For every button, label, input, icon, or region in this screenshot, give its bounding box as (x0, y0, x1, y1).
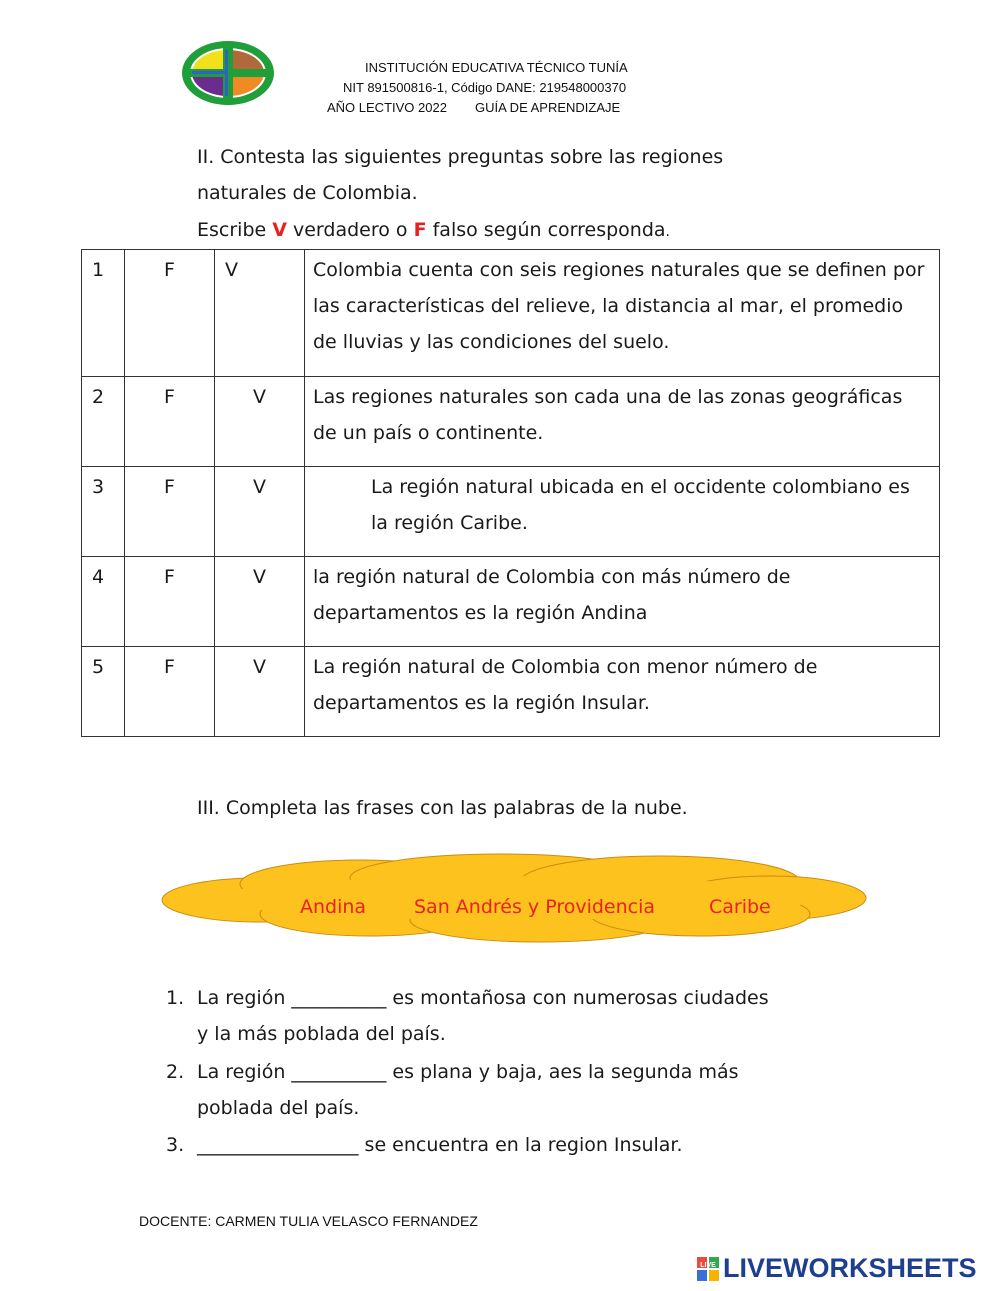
false-option[interactable]: F (125, 647, 215, 737)
instr-part-b: verdadero o (286, 219, 414, 241)
row-number: 1 (82, 250, 125, 377)
table-row (82, 647, 940, 737)
section2-title-line2: naturales de Colombia. (197, 182, 418, 204)
section2-instructions (197, 212, 670, 250)
teacher-name: DOCENTE: CARMEN TULIA VELASCO FERNANDEZ (139, 1213, 478, 1229)
live-badge-icon (697, 1257, 719, 1281)
false-option[interactable]: F (125, 250, 215, 377)
instr-end: . (665, 224, 670, 240)
row-number: 2 (82, 377, 125, 467)
table-row (82, 250, 940, 377)
list-number: 2. (166, 1061, 185, 1083)
cloud-word-andina: Andina (300, 896, 367, 918)
instr-f: F (413, 219, 427, 241)
row-number: 4 (82, 557, 125, 647)
false-option[interactable]: F (125, 557, 215, 647)
row-number: 5 (82, 647, 125, 737)
school-logo-icon (181, 40, 275, 106)
header-guide: GUÍA DE APRENDIZAJE (475, 100, 621, 115)
table-row (82, 557, 940, 647)
instr-part-c: falso según corresponda (426, 219, 666, 241)
section2-title-line1: II. Contesta las siguientes preguntas sobre las regiones (197, 146, 724, 168)
statement-text: Colombia cuenta con seis regiones naturales que se definen por las características del relieve, la distancia al mar, el promedio de lluvias y las condiciones del suelo. (305, 250, 940, 377)
true-option[interactable]: V (215, 467, 305, 557)
true-option[interactable]: V (215, 647, 305, 737)
true-option[interactable]: V (215, 377, 305, 467)
true-option[interactable]: V (215, 557, 305, 647)
live-badge-text: LIVE (700, 1262, 716, 1269)
section3-title: III. Completa las frases con las palabras de la nube. (197, 797, 688, 819)
statement-text: Las regiones naturales son cada una de las zonas geográficas de un país o continente. (305, 377, 940, 467)
true-option[interactable]: V (215, 250, 305, 377)
cloud-word-caribe: Caribe (709, 896, 771, 918)
list-item-line: _________________ se encuentra en la region Insular. (197, 1134, 683, 1156)
list-item-line: La región __________ es plana y baja, aes la segunda más (197, 1061, 739, 1083)
header-institution: INSTITUCIÓN EDUCATIVA TÉCNICO TUNÍA (365, 60, 628, 75)
false-option[interactable]: F (125, 377, 215, 467)
header-year: AÑO LECTIVO 2022 (327, 100, 447, 115)
list-number: 1. (166, 987, 185, 1009)
list-item-line: y la más poblada del país. (197, 1023, 446, 1045)
instr-part-a: Escribe (197, 219, 273, 241)
brand-name: LIVEWORKSHEETS (723, 1253, 977, 1283)
cloud-word-san-andres: San Andrés y Providencia (414, 896, 656, 918)
list-number: 3. (166, 1134, 185, 1156)
statement-text: La región natural ubicada en el occidente colombiano es la región Caribe. (305, 467, 940, 557)
instr-v: V (272, 219, 287, 241)
statement-text: la región natural de Colombia con más número de departamentos es la región Andina (305, 557, 940, 647)
school-logo (181, 40, 275, 106)
header-nit: NIT 891500816-1, Código DANE: 219548000370 (343, 80, 627, 95)
list-item-line: La región __________ es montañosa con numerosas ciudades (197, 987, 769, 1009)
list-item-line: poblada del país. (197, 1097, 360, 1119)
false-option[interactable]: F (125, 467, 215, 557)
row-number: 3 (82, 467, 125, 557)
table-row (82, 377, 940, 467)
true-false-table (81, 249, 940, 737)
table-row (82, 467, 940, 557)
statement-text: La región natural de Colombia con menor número de departamentos es la región Insular. (305, 647, 940, 737)
